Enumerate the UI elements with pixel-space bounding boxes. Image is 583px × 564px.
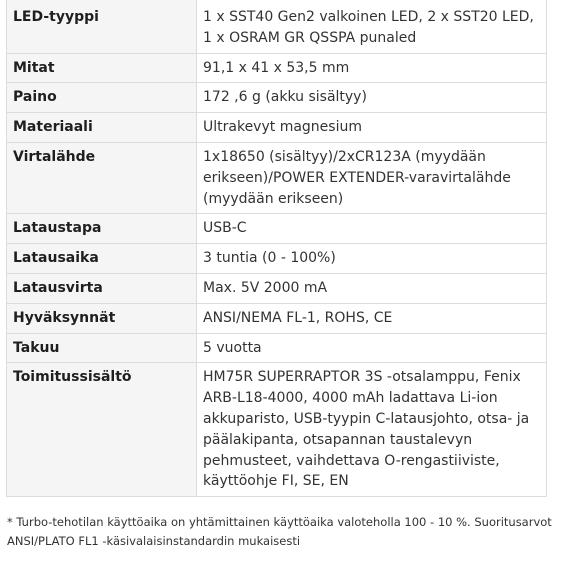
spec-label: Toimitussisältö	[7, 363, 197, 497]
spec-label: Latausvirta	[7, 273, 197, 303]
spec-label: Takuu	[7, 333, 197, 363]
spec-value: 1 x SST40 Gen2 valkoinen LED, 2 x SST20 LED, 1 x OSRAM GR QSSPA punaled	[197, 0, 547, 53]
spec-row-warranty	[7, 333, 547, 363]
spec-value: Max. 5V 2000 mA	[197, 273, 547, 303]
spec-label: Virtalähde	[7, 142, 197, 213]
spec-row-certifications	[7, 303, 547, 333]
spec-row-led-type	[7, 0, 547, 53]
spec-label: Lataustapa	[7, 214, 197, 244]
spec-value: USB-C	[197, 214, 547, 244]
spec-label: Latausaika	[7, 244, 197, 274]
spec-label: Hyväksynnät	[7, 303, 197, 333]
spec-row-package-contents	[7, 363, 547, 497]
spec-value: 3 tuntia (0 - 100%)	[197, 244, 547, 274]
spec-value: 5 vuotta	[197, 333, 547, 363]
spec-row-power-source	[7, 142, 547, 213]
spec-row-material	[7, 113, 547, 143]
spec-value: HM75R SUPERRAPTOR 3S -otsalamppu, Fenix ARB-L18-4000, 4000 mAh ladattava Li-ion akkuparisto, USB-tyypin C-latausjohto, otsa- ja päälakipanta, otsapannan taustalevyn pehmusteet, vaihdettava O-rengastiiviste, käyttöohje FI, SE, EN	[197, 363, 547, 497]
spec-row-charging-time	[7, 244, 547, 274]
spec-value: Ultrakevyt magnesium	[197, 113, 547, 143]
spec-value: 1x18650 (sisältyy)/2xCR123A (myydään erikseen)/POWER EXTENDER-varavirtalähde (myydään erikseen)	[197, 142, 547, 213]
spec-label: Materiaali	[7, 113, 197, 143]
spec-row-charging-current	[7, 273, 547, 303]
spec-value: ANSI/NEMA FL-1, ROHS, CE	[197, 303, 547, 333]
spec-label: Mitat	[7, 53, 197, 83]
spec-label: LED-tyyppi	[7, 0, 197, 53]
spec-value: 91,1 x 41 x 53,5 mm	[197, 53, 547, 83]
spec-row-charging-method	[7, 214, 547, 244]
spec-label: Paino	[7, 83, 197, 113]
specs-table	[6, 0, 547, 497]
spec-value: 172 ,6 g (akku sisältyy)	[197, 83, 547, 113]
spec-row-weight	[7, 83, 547, 113]
spec-row-dimensions	[7, 53, 547, 83]
footnote: * Turbo-tehotilan käyttöaika on yhtämittainen käyttöaika valoteholla 100 - 10 %. Suoritusarvot ANSI/PLATO FL1 -käsivalaisinstandardin mukaisesti	[7, 515, 552, 548]
